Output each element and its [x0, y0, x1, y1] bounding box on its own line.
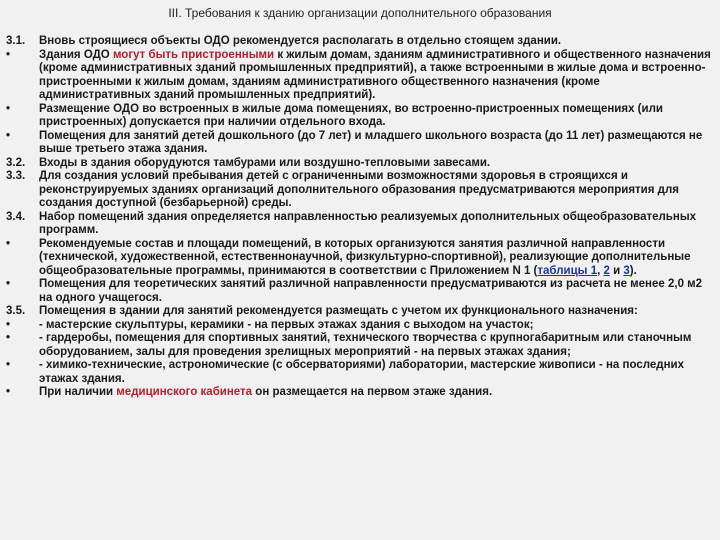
bullet-item — [6, 332, 712, 359]
text-span: При наличии — [39, 386, 117, 398]
highlighted-text: медицинского кабинета — [116, 386, 253, 398]
bullet-item — [6, 130, 712, 157]
bullet-marker: • — [6, 359, 11, 371]
numbered-item — [6, 35, 712, 49]
bullet-marker: • — [6, 386, 11, 398]
text-span: Для создания условий пребывания детей с ограниченными возможностями здоровья в строящихся и реконструируемых зданиях организаций дополнительного образования предусматриваются мероприятия для создания доступной (безбарьерной) среды. — [39, 170, 679, 209]
bullet-item — [6, 238, 712, 279]
item-number: 3.5. — [6, 305, 26, 317]
table-link[interactable]: 3 — [623, 264, 630, 277]
item-text — [39, 49, 711, 102]
bullet-item — [6, 278, 712, 305]
text-span: Набор помещений здания определяется направленностью реализуемых дополнительных общеобразовательных программ. — [39, 210, 697, 236]
bullet-marker: • — [6, 129, 11, 142]
page-title: III. Требования к зданию организации дополнительного образования — [168, 6, 552, 20]
bullet-item — [6, 319, 712, 333]
item-number: 3.4. — [6, 210, 26, 223]
numbered-item — [6, 305, 712, 319]
item-text — [39, 211, 696, 237]
item-text — [39, 238, 691, 277]
text-span: - гардеробы, помещения для спортивных занятий, технического творчества с крупногабаритным или станочным оборудованием, залы для проведения зрелищных мероприятий - на первых этажах здания; — [39, 332, 692, 358]
text-span: он размещается на первом этаже здания. — [252, 386, 493, 398]
bullet-item — [6, 49, 712, 103]
bullet-marker: • — [6, 332, 11, 344]
text-span: , — [597, 264, 604, 277]
item-text — [39, 332, 691, 358]
item-text — [39, 305, 638, 317]
text-span: - мастерские скульптуры, керамики - на первых этажах здания с выходом на участок; — [39, 318, 534, 331]
item-number: 3.3. — [6, 170, 26, 182]
text-span: Размещение ОДО во встроенных в жилые дома помещениях, во встроенно-пристроенных помещениях (или пристроенных) допускается при наличии отдельного входа. — [39, 102, 663, 128]
bullet-marker: • — [6, 48, 11, 61]
text-span: и — [609, 264, 624, 277]
table-link[interactable]: 2 — [603, 264, 610, 277]
numbered-item — [6, 211, 712, 238]
item-text — [39, 157, 490, 169]
bullet-item — [6, 359, 712, 386]
item-text — [39, 386, 492, 398]
text-span: Помещения в здании для занятий рекомендуется размещать с учетом их функционального назначения: — [39, 305, 638, 317]
item-number: 3.1. — [6, 35, 26, 47]
highlighted-text: могут быть пристроенными — [112, 48, 275, 61]
bullet-marker: • — [6, 102, 11, 115]
bullet-marker: • — [6, 318, 11, 331]
item-text — [39, 359, 684, 385]
requirements-list — [6, 35, 712, 400]
table-link[interactable]: таблицы 1 — [537, 264, 598, 277]
bullet-item — [6, 386, 712, 400]
bullet-marker: • — [6, 278, 11, 290]
text-span: Входы в здания оборудуются тамбурами или воздушно-тепловыми завесами. — [39, 156, 491, 169]
text-span: Помещения для занятий детей дошкольного (до 7 лет) и младшего школьного возраста (до 11 лет) размещаются не выше третьего этажа здания. — [39, 129, 703, 155]
text-span: к жилым домам, зданиям административного и общественного назначения (кроме административных зданий промышленных предприятий), а также встроенными в жилые дома и встроенно-пристроенными к жилым домам, зданиям административного общественного назначения (кроме административных зданий промышленных предприятий). — [39, 48, 711, 101]
item-text — [39, 170, 679, 209]
bullet-marker: • — [6, 237, 11, 250]
item-text — [39, 103, 663, 129]
text-span: Рекомендуемые состав и площади помещений, в которых организуются занятия различной направленности (технической, художественной, естественнонаучной, физкультурно-спортивной), реализующие дополнительные общеобразовательные программы, принимаются в соответствии с Приложением N 1 ( — [39, 237, 691, 277]
item-text — [39, 319, 533, 331]
text-span: Помещения для теоретических занятий различной направленности предусматриваются из расчета не менее 2,0 м2 на одного учащегося. — [39, 278, 703, 304]
text-span: - химико-технические, астрономические (с обсерваториями) лаборатории, мастерские живописи - на последних этажах здания. — [39, 359, 684, 385]
text-span: Здания ОДО — [39, 48, 113, 61]
bullet-item — [6, 103, 712, 130]
item-text — [39, 130, 702, 156]
item-text — [39, 278, 702, 304]
text-span: ). — [629, 264, 637, 277]
item-text — [39, 35, 561, 47]
numbered-item — [6, 157, 712, 171]
item-number: 3.2. — [6, 156, 26, 169]
numbered-item — [6, 170, 712, 211]
text-span: Вновь строящиеся объекты ОДО рекомендуется располагать в отдельно стоящем здании. — [39, 35, 562, 47]
